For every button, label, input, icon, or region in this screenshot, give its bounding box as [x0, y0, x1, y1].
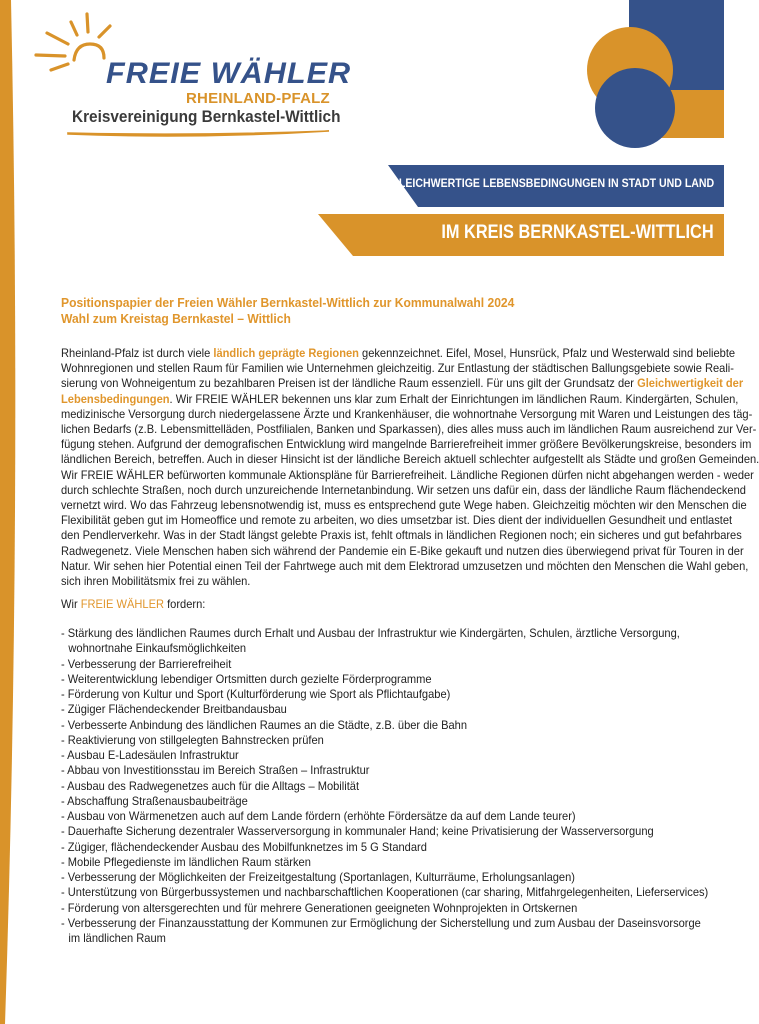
demand-item: [61, 855, 709, 870]
demand-item: [61, 702, 709, 717]
demand-item: [61, 672, 709, 687]
demands-list: [61, 626, 709, 946]
demand-item: [61, 885, 709, 900]
demand-item: [61, 901, 709, 916]
demand-text-continuation: wohnortnahe Einkaufsmöglichkeiten: [68, 641, 247, 656]
demand-text-continuation: im ländlichen Raum: [68, 931, 166, 945]
text: fordern:: [163, 597, 206, 611]
demand-text: - Mobile Pflegedienste im ländlichen Raum stärken: [61, 854, 311, 869]
logo: [30, 8, 352, 138]
demand-item: [61, 916, 709, 947]
body-line: den Pendlerverkehr. Was in der Stadt längst gelebte Praxis ist, fehlt oftmals in ländlichen Regionen noch; ein sicheres und gut befahrbares: [61, 528, 742, 543]
body-line: [61, 346, 736, 361]
demand-text: - Stärkung des ländlichen Raumes durch Erhalt und Ausbau der Infrastruktur wie Kindergärten, Schulen, ärztliche Versorgung,: [61, 626, 680, 640]
body-line: sich ihren Mobilitätsmix frei zu wählen.: [61, 574, 251, 589]
demand-item: [61, 718, 709, 733]
corner-decoration: [580, 0, 724, 160]
body-line: durch schlechte Straßen, noch durch unzureichende Internetanbindung. Wir setzen uns dafür ein, dass der ländliche Raum flächendeckend: [61, 482, 746, 497]
text: gekennzeichnet. Eifel, Mosel, Hunsrück, Pfalz und Westerwald sind beliebte: [358, 346, 736, 360]
demand-text: - Verbesserung der Barrierefreiheit: [61, 656, 232, 671]
sun-icon: [30, 8, 110, 68]
demand-text: - Dauerhafte Sicherung dezentraler Wasserversorgung in kommunaler Hand; keine Privatisierung der Wasserversorgung: [61, 824, 654, 839]
document-title-line-2: Wahl zum Kreistag Bernkastel – Wittlich: [61, 311, 291, 326]
body-paragraph: [61, 346, 759, 589]
highlight-text: Lebensbedingungen: [61, 391, 170, 406]
body-line: vernetzt wird. Wo das Fahrzeug lebensnotwendig ist, muss es entsprechend gute Wege haben. Gleichzeitig möchten wir den Menschen die: [61, 498, 747, 513]
body-line: lichen Bedarfs (z.B. Lebensmittelläden, Postfilialen, Banken und Sparkassen), dies alles muss auch im ländlichen Raum ausreichend zur Ver-: [61, 422, 757, 437]
demand-text: - Weiterentwicklung lebendiger Ortsmitten durch gezielte Förderprogramme: [61, 671, 432, 686]
demand-item: [61, 870, 709, 885]
demand-text: - Verbesserung der Finanzausstattung der Kommunen zur Ermöglichung der Sicherstellung und zum Ausbau der Daseinsvorsorge: [61, 915, 701, 930]
demand-text: - Zügiger Flächendeckender Breitbandausbau: [61, 702, 287, 717]
body-line: Natur. Wir sehen hier Potential einen Teil der Fahrtwege auch mit dem Elektrorad umzusetzen und möchten den Menschen die Wahl geben,: [61, 558, 749, 573]
body-line: medizinische Versorgung durch niedergelassene Ärzte und Krankenhäuser, die wohnortnahe Versorgung mit Waren und Leistungen des täg-: [61, 406, 753, 421]
region-banner-text: IM KREIS BERNKASTEL-WITTLICH: [441, 222, 714, 243]
demand-text: - Abschaffung Straßenausbaubeiträge: [61, 793, 248, 808]
topic-banner-text: GLEICHWERTIGE LEBENSBEDINGUNGEN IN STADT UND LAND: [390, 176, 714, 190]
body-line: fügung stehen. Aufgrund der demografischen Entwicklung wird mangelnde Barrierefreiheit immer größere Bevölkerungskreise, besonders im: [61, 437, 752, 452]
demand-text: - Ausbau E-Ladesäulen Infrastruktur: [61, 748, 239, 762]
body-line: [61, 391, 739, 407]
demand-item: [61, 657, 709, 672]
text: . Wir FREIE WÄHLER bekennen uns klar zum Erhalt der Einrichtungen im ländlichen Raum. Kindergärten, Schulen,: [169, 391, 739, 406]
logo-title: FREIE WÄHLER: [106, 57, 352, 90]
logo-subtitle: RHEINLAND-PFALZ: [186, 90, 330, 107]
demand-text: - Verbesserung der Möglichkeiten der Freizeitgestaltung (Sportanlagen, Kulturräume, Erholungsanlagen): [61, 870, 575, 884]
demand-item: [61, 763, 709, 778]
body-line: Wohnregionen und stellen Raum für Familien wie Unternehmen gleichzeitig. Zur Entlastung der städtischen Ballungsgebiete sowie Reali-: [61, 361, 734, 376]
body-line: Radwegenetz. Viele Menschen haben sich während der Pandemie ein E-Bike gekauft und nutzen dies überwiegend privat für Touren in der: [61, 543, 744, 558]
body-line: Flexibilität geben gut im Homeoffice und remote zu arbeiten, wo dies umsetzbar ist. Dies dient der individuellen Gesundheit und entlastet: [61, 513, 733, 528]
demand-item: [61, 840, 709, 855]
demand-item: [61, 824, 709, 839]
left-accent-bar: [0, 0, 24, 1024]
demands-intro: [61, 597, 205, 611]
demand-text: - Unterstützung von Bürgerbussystemen und nachbarschaftlichen Kooperationen (car sharing, Mitfahrgelegenheiten, Lieferservices): [61, 885, 709, 900]
body-line: ländlichen Bereich, betreffen. Auch in dieser Hinsicht ist der ländliche Bereich aktuell schlechter aufgestellt als Städte und großen Gemeinden.: [61, 452, 759, 467]
demand-item: [61, 687, 709, 702]
demand-item: [61, 748, 709, 763]
demand-item: [61, 779, 709, 794]
demand-text: - Verbesserte Anbindung des ländlichen Raumes an die Städte, z.B. über die Bahn: [61, 717, 468, 732]
demand-text: - Förderung von Kultur und Sport (Kulturförderung wie Sport als Pflichtaufgabe): [61, 687, 451, 701]
document-title: [61, 295, 514, 327]
text: Rheinland-Pfalz ist durch viele: [61, 346, 214, 360]
demand-item: [61, 794, 709, 809]
text: sierung von Wohneigentum zu bezahlbaren Preisen ist der ländliche Raum essenziell. Für uns gilt der Grundsatz der: [61, 376, 638, 391]
demand-text: - Reaktivierung von stillgelegten Bahnstrecken prüfen: [61, 732, 324, 747]
demand-text: - Abbau von Investitionsstau im Bereich Straßen – Infrastruktur: [61, 763, 370, 778]
highlight-text: Gleichwertigkeit der: [637, 376, 744, 391]
demand-item: [61, 733, 709, 748]
demand-item: [61, 809, 709, 824]
body-line: [61, 376, 744, 391]
body-line: Wir FREIE WÄHLER befürworten kommunale Aktionspläne für Barrierefreiheit. Ländliche Regionen dürfen nicht abgehangen werden - weder: [61, 467, 754, 482]
demand-text: - Zügiger, flächendeckender Ausbau des Mobilfunknetzes im 5 G Standard: [61, 839, 427, 854]
text: Wir: [61, 597, 81, 611]
document-title-line-1: Positionspapier der Freien Wähler Bernkastel-Wittlich zur Kommunalwahl 2024: [61, 295, 515, 310]
demand-text: - Förderung von altersgerechten und für mehrere Generationen geeigneten Wohnprojekten in Ortskernen: [61, 900, 578, 915]
logo-underline-swoosh: [66, 129, 331, 137]
highlight-text: FREIE WÄHLER: [80, 597, 164, 611]
logo-association: Kreisvereinigung Bernkastel-Wittlich: [72, 108, 341, 126]
highlight-text: ländlich geprägte Regionen: [213, 346, 359, 360]
demand-text: - Ausbau von Wärmenetzen auch auf dem Lande fördern (erhöhte Fördersätze da auf dem Lande teurer): [61, 809, 576, 823]
demand-text: - Ausbau des Radwegenetzes auch für die Alltags – Mobilität: [61, 778, 360, 793]
demand-item: [61, 626, 709, 657]
